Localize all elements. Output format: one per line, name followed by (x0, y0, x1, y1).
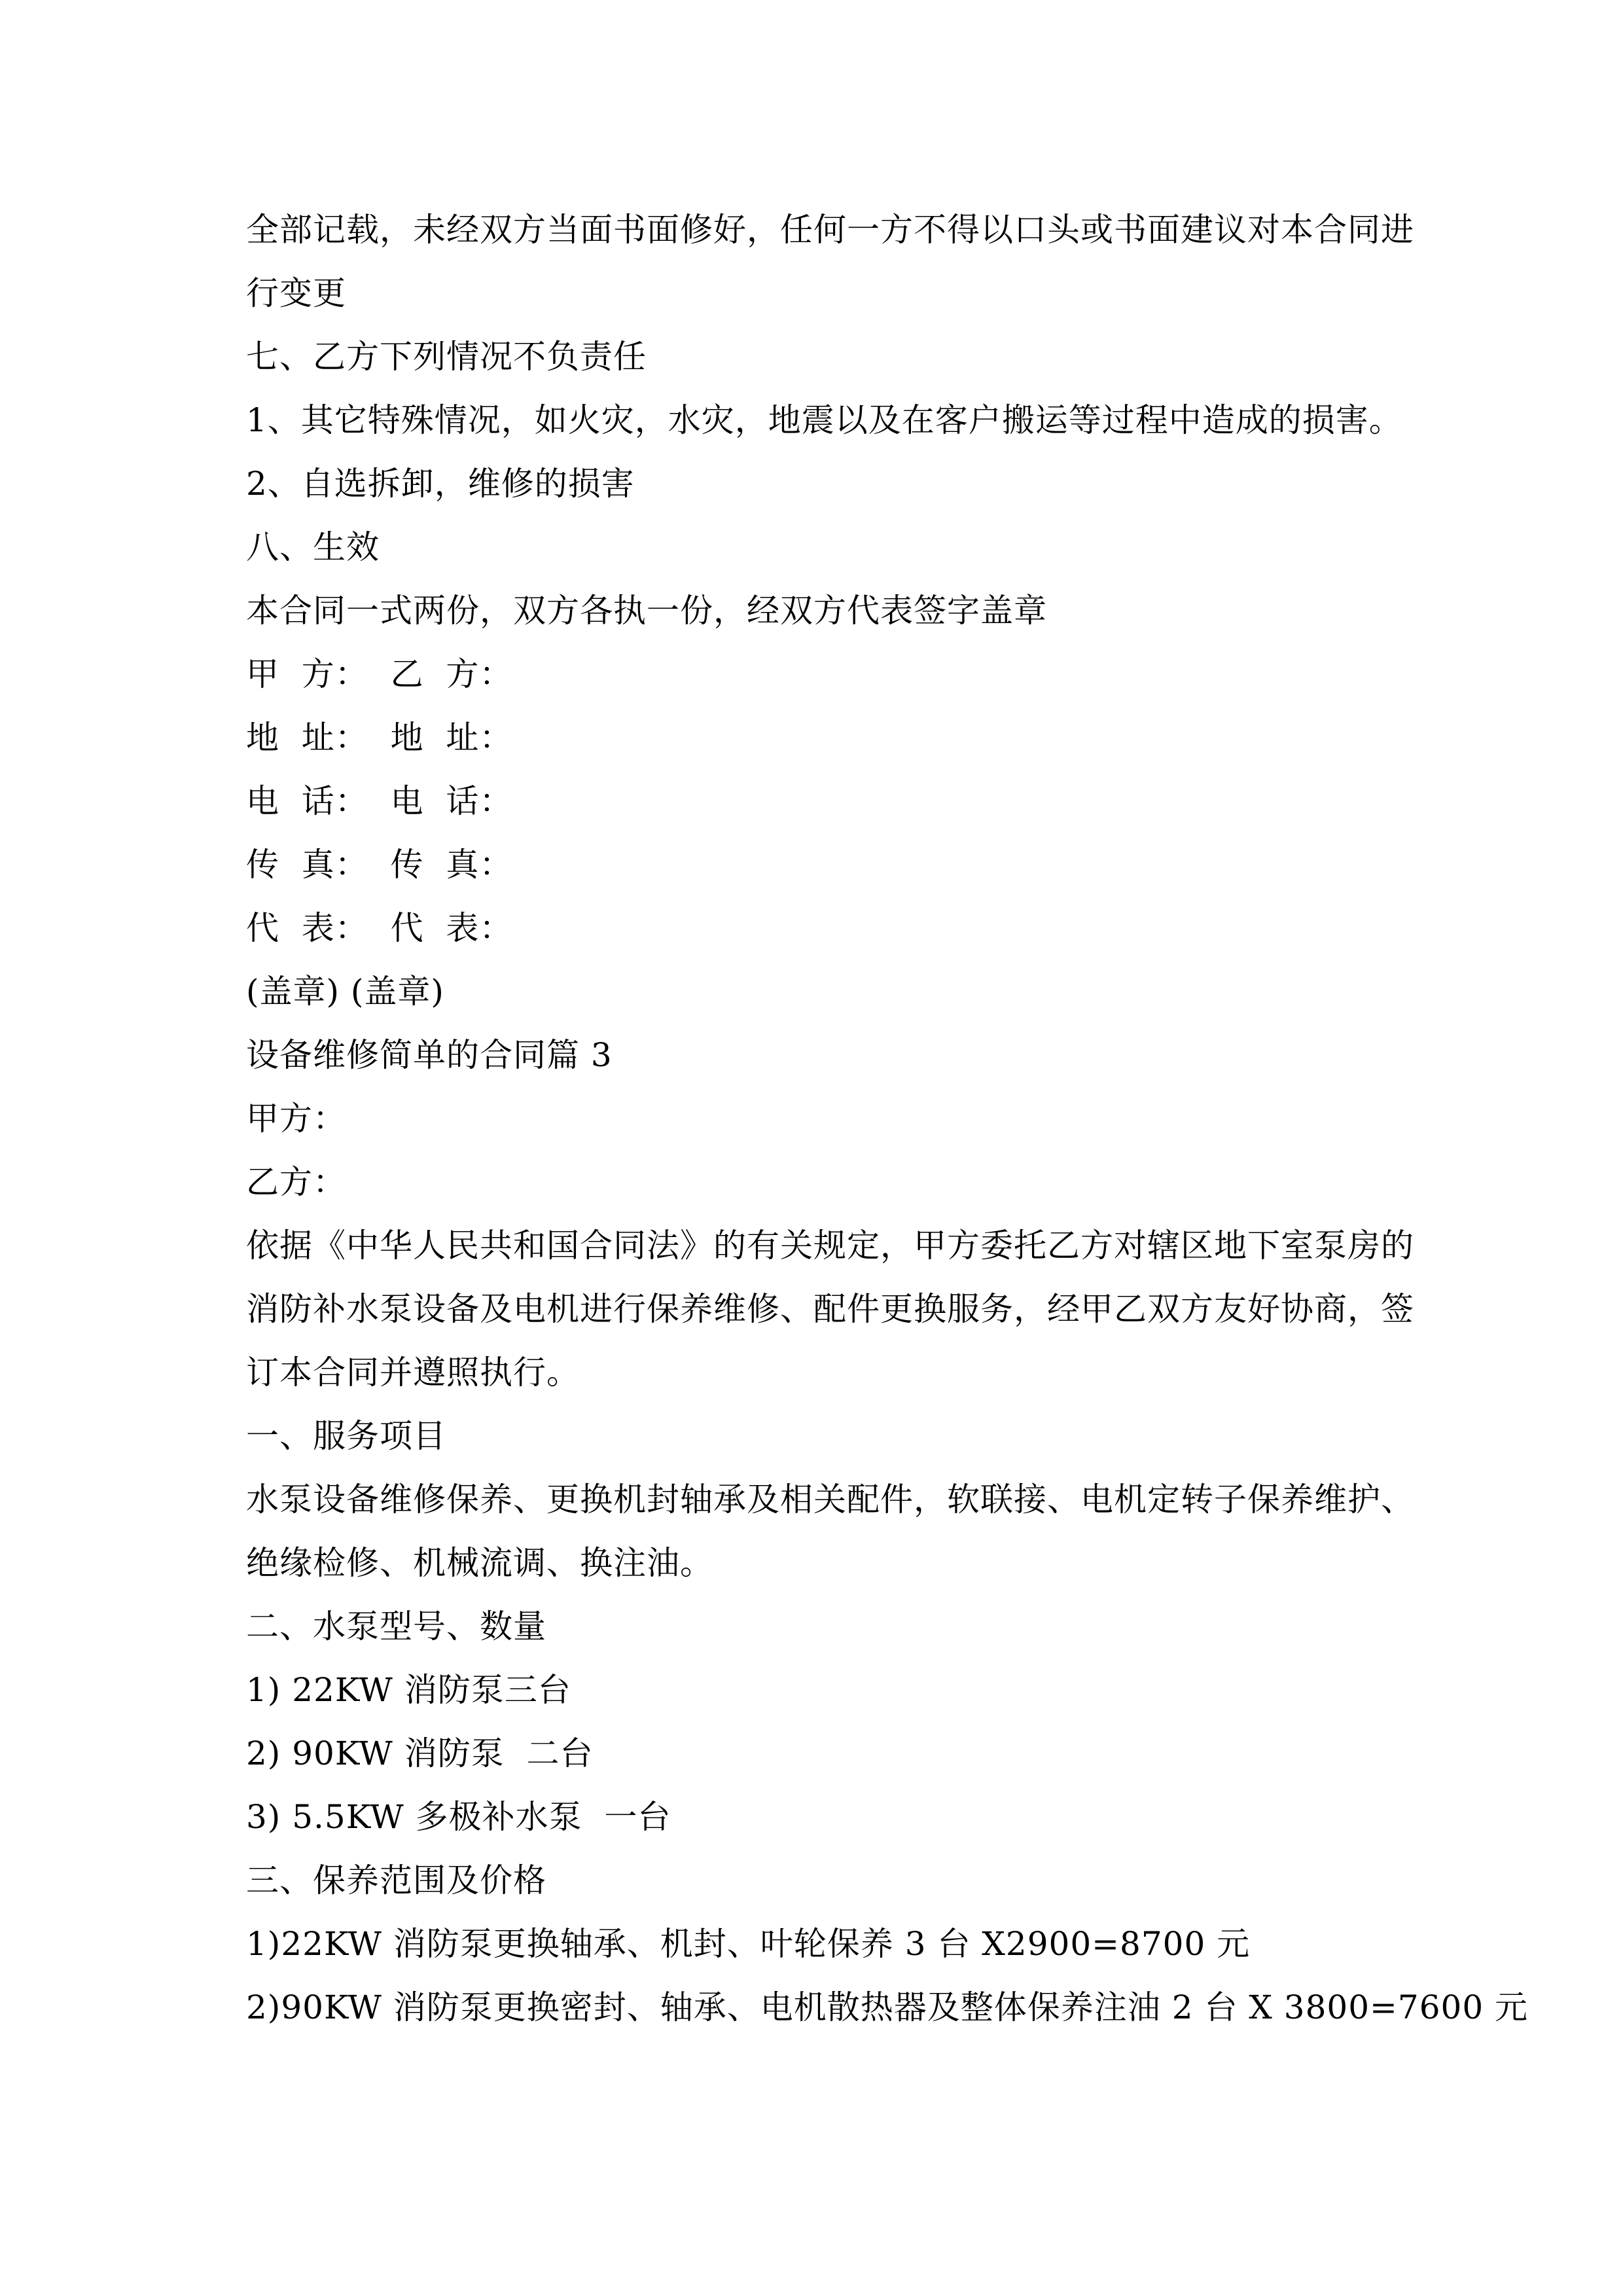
section-heading: 三、保养范围及价格 (246, 1861, 546, 1899)
section-heading: 二、水泵型号、数量 (246, 1607, 546, 1645)
signature-field: 甲 方： 乙 方： (246, 655, 513, 693)
signature-field: 代 表： 代 表： (246, 909, 513, 947)
seal-placeholder: (盖章) (盖章) (246, 973, 444, 1011)
document-title: 设备维修简单的合同篇 3 (246, 1036, 613, 1074)
signature-field: 传 真： 传 真： (246, 846, 513, 884)
list-item: 1) 22KW 消防泵三台 (246, 1671, 571, 1709)
section-heading: 八、生效 (246, 528, 380, 566)
list-item: 3) 5.5KW 多极补水泵 一台 (246, 1798, 671, 1836)
text-line: 2、自选拆卸，维修的损害 (246, 465, 635, 503)
party-a-field: 甲方： (246, 1100, 346, 1138)
list-item: 1)22KW 消防泵更换轴承、机封、叶轮保养 3 台 X2900=8700 元 (246, 1925, 1251, 1963)
list-item: 2) 90KW 消防泵 二台 (246, 1734, 594, 1772)
text-line: 1、其它特殊情况，如火灾，水灾，地震以及在客户搬运等过程中造成的损害。 (246, 401, 1402, 439)
section-heading: 七、乙方下列情况不负责任 (246, 338, 647, 376)
text-line: 订本合同并遵照执行。 (246, 1354, 580, 1391)
text-line: 全部记载，未经双方当面书面修好，任何一方不得以口头或书面建议对本合同进 (246, 211, 1414, 249)
signature-field: 电 话： 电 话： (246, 782, 513, 820)
signature-field: 地 址： 地 址： (246, 719, 513, 757)
text-line: 依据《中华人民共和国合同法》的有关规定，甲方委托乙方对辖区地下室泵房的 (246, 1227, 1414, 1265)
party-b-field: 乙方： (246, 1163, 346, 1201)
text-line: 水泵设备维修保养、更换机封轴承及相关配件，软联接、电机定转子保养维护、 (246, 1480, 1414, 1518)
section-heading: 一、服务项目 (246, 1417, 446, 1455)
text-line: 本合同一式两份，双方各执一份，经双方代表签字盖章 (246, 592, 1047, 630)
text-line: 绝缘检修、机械流调、换注油。 (246, 1544, 713, 1582)
text-line: 消防补水泵设备及电机进行保养维修、配件更换服务，经甲乙双方友好协商，签 (246, 1290, 1414, 1328)
list-item: 2)90KW 消防泵更换密封、轴承、电机散热器及整体保养注油 2 台 X 3800=7600 元 (246, 1988, 1529, 2026)
text-line: 行变更 (246, 274, 346, 312)
